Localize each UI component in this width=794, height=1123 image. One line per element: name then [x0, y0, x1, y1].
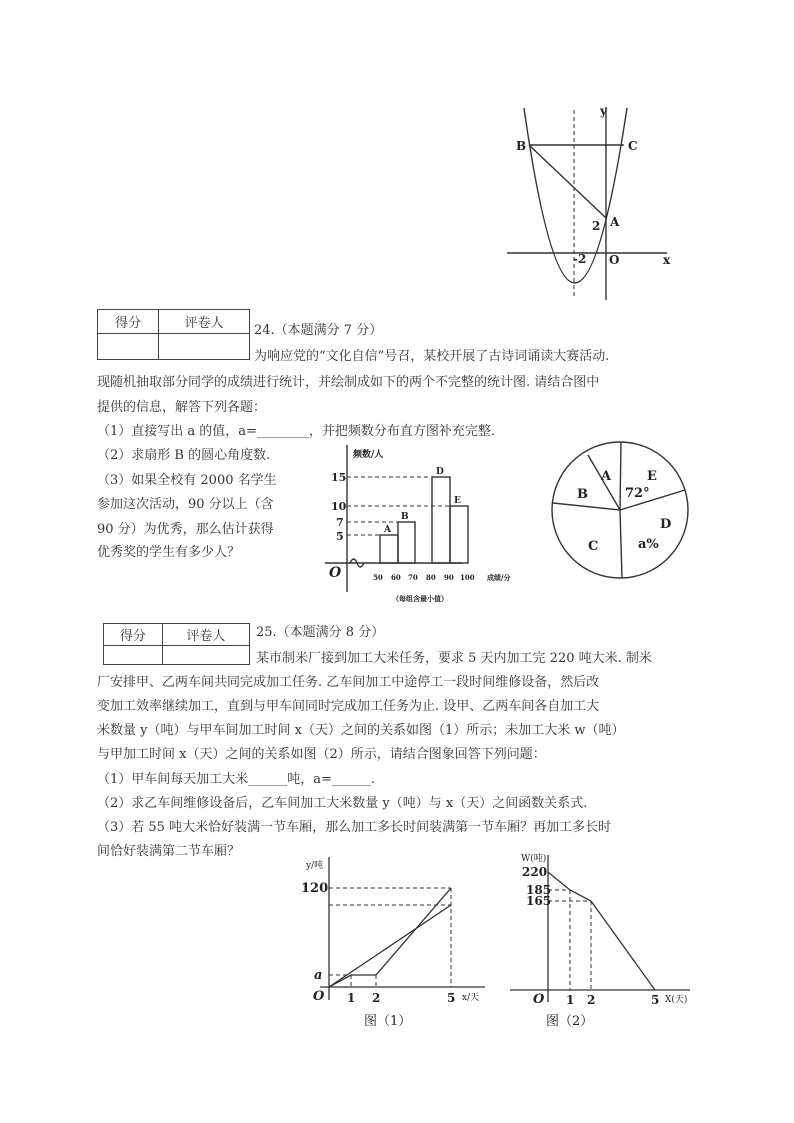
y-tick-165: 165 [526, 894, 552, 908]
slice-b-label: B [577, 487, 588, 502]
q25-part-2: （2）求乙车间维修设备后，乙车间加工大米数量 y（吨）与 x（天）之间函数关系式. [97, 796, 588, 811]
grader-header: 评卷人 [162, 624, 249, 646]
x-label: x [663, 253, 671, 267]
origin-label: O [329, 565, 342, 581]
x-tick: 70 [408, 573, 418, 582]
score-header: 得分 [98, 310, 159, 334]
fig2-y-label: W(吨) [521, 854, 547, 864]
x-tick: 100 [460, 573, 475, 582]
y-tick: 15 [331, 471, 347, 484]
origin-label: O [609, 253, 620, 267]
q24-line: 优秀奖的学生有多少人？ [97, 545, 241, 560]
grader-header: 评卷人 [159, 310, 250, 334]
q24-line: 90 分）为优秀，那么估计获得 [97, 522, 274, 537]
q25-line: 变加工效率继续加工，直到与甲车间同时完成加工任务为止. 设甲、乙两车间各自加工大 [97, 699, 600, 714]
x-tick: 90 [444, 573, 454, 582]
fig2-x-label: X(天) [665, 995, 688, 1005]
q24-line: 现随机抽取部分同学的成绩进行统计，并绘制成如下的两个不完整的统计图. 请结合图中 [97, 375, 600, 390]
question-24-title: 24.（本题满分 7 分） [254, 323, 383, 338]
y-tick: 10 [331, 500, 347, 513]
y-tick-a: a [314, 968, 323, 983]
hist-y-label: 频数/人 [353, 450, 384, 460]
fig1-caption: 图（1） [364, 1014, 412, 1029]
slice-d-percent: a% [638, 537, 659, 552]
tick-2-label: 2 [592, 219, 601, 233]
q25-line: 与甲加工时间 x（天）之间的关系如图（2）所示，请结合图象回答下列问题： [97, 747, 546, 762]
y-tick: 7 [336, 516, 344, 529]
x-tick: 5 [651, 993, 660, 1007]
bar-label: B [401, 512, 409, 522]
q24-line: 提供的信息，解答下列各题： [97, 400, 267, 415]
x-tick: 1 [347, 991, 356, 1005]
origin-label: O [533, 992, 545, 1007]
slice-e-label: E [647, 469, 657, 484]
q25-line: 厂安排甲、乙两车间共同完成加工任务. 乙车间加工中途停工一段时间维修设备，然后改 [97, 675, 600, 690]
q25-part-3: （3）若 55 吨大米恰好装满一节车厢，那么加工多长时间装满第一节车厢？再加工多长时 [97, 820, 612, 835]
q24-line: 参加这次活动，90 分以上（含 [97, 497, 274, 512]
bar-label: D [436, 467, 444, 477]
x-tick: 2 [372, 991, 381, 1005]
fig1-x-label: x/天 [462, 993, 480, 1003]
q24-line: 为响应党的“文化自信”号召，某校开展了古诗词诵读大赛活动. [254, 349, 610, 364]
y-label: y [600, 104, 607, 118]
point-b-label: B [516, 139, 527, 153]
hist-x-label: 成绩/分 [487, 573, 511, 582]
bar-label: E [454, 496, 461, 506]
score-header: 得分 [104, 624, 163, 646]
slice-c-label: C [588, 539, 599, 554]
x-tick: 50 [373, 573, 383, 582]
q25-line: 某市制米厂接到加工大米任务，要求 5 天内加工完 220 吨大米. 制米 [256, 651, 652, 666]
origin-label: O [313, 989, 325, 1004]
y-tick-120: 120 [301, 881, 329, 896]
question-25-title: 25.（本题满分 8 分） [256, 625, 385, 640]
hist-note: （每组含最小值） [392, 594, 448, 603]
point-a-label: A [610, 215, 620, 229]
fig1-y-label: y/吨 [306, 861, 324, 871]
bar-label: A [384, 525, 391, 535]
q25-part-1: （1）甲车间每天加工大米______吨，a=______. [97, 772, 376, 787]
slice-a-label: A [601, 469, 612, 484]
x-tick: 1 [566, 993, 575, 1007]
q24-part-1: （1）直接写出 a 的值，a=________，并把频数分布直方图补充完整. [97, 424, 496, 439]
x-tick: 2 [587, 993, 596, 1007]
y-tick-220: 220 [522, 865, 548, 879]
x-tick: 5 [447, 991, 456, 1005]
point-c-label: C [628, 139, 638, 153]
y-tick-185: 185 [526, 883, 552, 897]
q24-part-3: （3）如果全校有 2000 名学生 [97, 473, 277, 488]
q25-line: 米数量 y（吨）与甲车间加工时间 x（天）之间的关系如图（1）所示；未加工大米 w（吨） [97, 723, 625, 738]
slice-e-angle: 72° [625, 486, 650, 501]
q24-part-2: （2）求扇形 B 的圆心角度数. [97, 448, 271, 463]
x-tick: 60 [391, 573, 401, 582]
q25-line: 间恰好装满第二节车厢？ [97, 844, 241, 859]
y-tick: 5 [336, 530, 344, 543]
fig2-caption: 图（2） [546, 1014, 594, 1029]
slice-d-label: D [660, 517, 672, 532]
x-tick: 80 [426, 573, 436, 582]
tick-neg2-label: -2 [573, 252, 587, 266]
